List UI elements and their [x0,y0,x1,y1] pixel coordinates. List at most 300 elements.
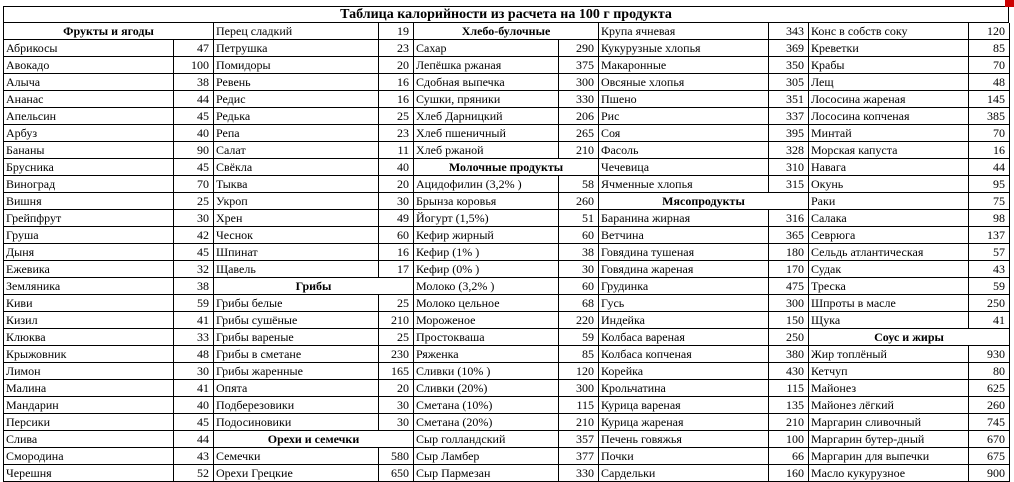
calorie-value: 16 [969,142,1010,158]
product-name: Крольчатина [599,380,769,396]
calorie-value: 305 [769,74,809,90]
product-name: Сдобная выпечка [414,74,559,90]
category-header [414,159,599,176]
calorie-value: 16 [379,74,414,90]
table-row [809,431,1010,448]
table-column [413,23,599,482]
table-row [599,91,809,108]
calorie-value: 51 [559,210,599,226]
product-name: Колбаса вареная [599,329,769,345]
product-name: Сыр Ламбер [414,448,559,464]
table-row [599,295,809,312]
table-row [414,363,599,380]
product-name: Сыр голландский [414,431,559,447]
product-name: Репа [214,125,379,141]
table-row [414,193,599,210]
product-name: Салака [809,210,969,226]
product-name: Чечевица [599,159,769,175]
table-row [809,108,1010,125]
product-name: Салат [214,142,379,158]
product-name: Севрюга [809,227,969,243]
category-header-label: Мясопродукты [662,194,745,208]
product-name: Укроп [214,193,379,209]
table-row [599,210,809,227]
calorie-value: 38 [174,278,214,294]
table-row [599,414,809,431]
calorie-value: 16 [379,244,414,260]
calorie-value: 60 [559,227,599,243]
product-name: Навага [809,159,969,175]
calorie-value: 210 [559,414,599,430]
calorie-value: 70 [969,125,1010,141]
table-row [599,278,809,295]
table-row [214,329,414,346]
table-row [4,431,214,448]
calorie-value: 95 [969,176,1010,192]
calorie-value: 100 [769,431,809,447]
table-row [599,261,809,278]
product-name: Курица вареная [599,397,769,413]
table-title: Таблица калорийности из расчета на 100 г продукта [3,6,1009,23]
product-name: Хрен [214,210,379,226]
table-row [214,261,414,278]
calorie-value: 30 [379,414,414,430]
product-name: Хлеб ржаной [414,142,559,158]
table-row [414,448,599,465]
product-name: Шпинат [214,244,379,260]
product-name: Бананы [4,142,174,158]
product-name: Сельдь атлантическая [809,244,969,260]
product-name: Мороженое [414,312,559,328]
table-row [599,23,809,40]
product-name: Кизил [4,312,174,328]
product-name: Редька [214,108,379,124]
calorie-value: 68 [559,295,599,311]
product-name: Мандарин [4,397,174,413]
table-column [598,23,809,482]
product-name: Подосиновики [214,414,379,430]
table-row [414,142,599,159]
table-row [809,176,1010,193]
product-name: Тыква [214,176,379,192]
table-row [414,329,599,346]
product-name: Подберезовики [214,397,379,413]
calorie-value: 85 [559,346,599,362]
calorie-value: 351 [769,91,809,107]
table-row [599,57,809,74]
product-name: Маргарин для выпечки [809,448,969,464]
table-row [809,261,1010,278]
table-row [599,448,809,465]
calorie-value: 98 [969,210,1010,226]
table-row [414,295,599,312]
product-name: Вишня [4,193,174,209]
product-name: Щука [809,312,969,328]
product-name: Грибы сушёные [214,312,379,328]
product-name: Свёкла [214,159,379,175]
table-row [599,380,809,397]
calorie-value: 25 [174,193,214,209]
table-row [809,227,1010,244]
calorie-value: 42 [174,227,214,243]
product-name: Чеснок [214,227,379,243]
table-row [599,363,809,380]
table-column [3,23,214,482]
product-name: Индейка [599,312,769,328]
table-row [809,125,1010,142]
calorie-value: 19 [379,23,414,39]
table-row [214,125,414,142]
calorie-value: 11 [379,142,414,158]
calorie-value: 44 [969,159,1010,175]
calorie-value: 45 [174,244,214,260]
product-name: Рис [599,108,769,124]
product-name: Малина [4,380,174,396]
product-name: Брынза коровья [414,193,559,209]
product-name: Семечки [214,448,379,464]
table-row [809,74,1010,91]
product-name: Слива [4,431,174,447]
calorie-value: 32 [174,261,214,277]
calorie-value: 625 [969,380,1010,396]
product-name: Треска [809,278,969,294]
table-row [414,278,599,295]
calorie-value: 250 [969,295,1010,311]
calorie-value: 120 [559,363,599,379]
calorie-value: 30 [379,193,414,209]
table-row [414,431,599,448]
table-row [809,380,1010,397]
table-row [214,295,414,312]
table-row [214,193,414,210]
table-row [214,142,414,159]
calorie-value: 369 [769,40,809,56]
product-name: Виноград [4,176,174,192]
table-row [214,210,414,227]
table-row [214,346,414,363]
calorie-value: 70 [174,176,214,192]
product-name: Земляника [4,278,174,294]
calorie-value: 300 [559,380,599,396]
calorie-value: 670 [969,431,1010,447]
calorie-value: 49 [379,210,414,226]
table-row [414,57,599,74]
calorie-value: 650 [379,465,414,481]
calorie-value: 40 [379,159,414,175]
table-row [214,312,414,329]
product-name: Кефир (1% ) [414,244,559,260]
table-row [214,74,414,91]
calorie-value: 180 [769,244,809,260]
table-row [809,210,1010,227]
product-name: Кефир жирный [414,227,559,243]
category-header [214,278,414,295]
calorie-value: 150 [769,312,809,328]
table-row [4,74,214,91]
table-row [4,380,214,397]
table-row [214,244,414,261]
table-row [4,329,214,346]
calorie-value: 310 [769,159,809,175]
category-header [809,329,1010,346]
table-row [4,346,214,363]
calorie-value: 377 [559,448,599,464]
category-header [599,193,809,210]
product-name: Сметана (10%) [414,397,559,413]
calorie-value: 59 [174,295,214,311]
calorie-value: 328 [769,142,809,158]
table-row [214,23,414,40]
product-name: Креветки [809,40,969,56]
table-row [809,363,1010,380]
product-name: Грибы вареные [214,329,379,345]
product-name: Киви [4,295,174,311]
product-name: Ветчина [599,227,769,243]
table-row [214,465,414,482]
calorie-value: 45 [174,414,214,430]
product-name: Майонез [809,380,969,396]
product-name: Ряженка [414,346,559,362]
product-name: Сливки (10% ) [414,363,559,379]
table-row [809,193,1010,210]
calorie-value: 41 [969,312,1010,328]
product-name: Грудинка [599,278,769,294]
calorie-value: 30 [379,397,414,413]
table-row [809,142,1010,159]
table-row [4,125,214,142]
calorie-value: 60 [559,278,599,294]
table-row [4,57,214,74]
calorie-value: 40 [174,397,214,413]
calorie-value: 380 [769,346,809,362]
calorie-value: 58 [559,176,599,192]
table-row [599,142,809,159]
table-row [809,40,1010,57]
calorie-value: 580 [379,448,414,464]
calorie-value: 59 [969,278,1010,294]
table-row [4,278,214,295]
table-row [809,397,1010,414]
product-name: Макаронные [599,57,769,73]
category-header [414,23,599,40]
table-row [4,40,214,57]
table-row [4,108,214,125]
table-row [4,91,214,108]
product-name: Кефир (0% ) [414,261,559,277]
product-name: Молоко цельное [414,295,559,311]
table-row [809,414,1010,431]
product-name: Сыр Пармезан [414,465,559,481]
table-row [599,227,809,244]
calorie-value: 41 [174,312,214,328]
table-row [414,125,599,142]
calorie-value: 59 [559,329,599,345]
calorie-value: 80 [969,363,1010,379]
table-row [214,448,414,465]
table-row [4,465,214,482]
table-row [4,142,214,159]
product-name: Пшено [599,91,769,107]
product-name: Грейпфрут [4,210,174,226]
table-row [414,465,599,482]
table-row [414,227,599,244]
category-header-label: Фрукты и ягоды [63,24,154,38]
calorie-value: 350 [769,57,809,73]
table-row [809,23,1010,40]
table-row [599,244,809,261]
table-row [4,397,214,414]
calorie-value: 38 [174,74,214,90]
product-name: Черешня [4,465,174,481]
category-header-label: Молочные продукты [448,160,564,174]
cell-marker [1005,0,1014,7]
product-name: Сливки (20%) [414,380,559,396]
calorie-value: 160 [769,465,809,481]
category-header-label: Орехи и семечки [267,432,360,446]
table-row [599,431,809,448]
table-row [4,295,214,312]
category-header [4,23,214,40]
product-name: Хлеб Дарницкий [414,108,559,124]
calorie-value: 57 [969,244,1010,260]
calorie-value: 315 [769,176,809,192]
product-name: Опята [214,380,379,396]
table-row [414,74,599,91]
product-name: Лимон [4,363,174,379]
product-name: Колбаса копченая [599,346,769,362]
table-row [214,57,414,74]
table-row [214,414,414,431]
table-row [599,312,809,329]
calorie-value: 357 [559,431,599,447]
calorie-value: 48 [969,74,1010,90]
table-row [599,159,809,176]
table-row [809,57,1010,74]
calorie-value: 385 [969,108,1010,124]
calorie-value: 90 [174,142,214,158]
table-row [214,176,414,193]
product-name: Сахар [414,40,559,56]
calorie-value: 137 [969,227,1010,243]
table-row [214,40,414,57]
product-name: Йогурт (1,5%) [414,210,559,226]
calorie-value: 48 [174,346,214,362]
product-name: Шпроты в масле [809,295,969,311]
calorie-value: 365 [769,227,809,243]
product-name: Хлеб пшеничный [414,125,559,141]
table-row [809,278,1010,295]
table-row [599,329,809,346]
product-name: Баранина жирная [599,210,769,226]
product-name: Печень говяжья [599,431,769,447]
calorie-value: 45 [174,108,214,124]
calorie-value: 135 [769,397,809,413]
product-name: Курица жареная [599,414,769,430]
product-name: Соя [599,125,769,141]
calorie-value: 395 [769,125,809,141]
calorie-value: 120 [969,23,1010,39]
table-row [599,74,809,91]
calorie-value: 430 [769,363,809,379]
table-column [213,23,414,482]
product-name: Фасоль [599,142,769,158]
product-name: Помидоры [214,57,379,73]
product-name: Молоко (3,2% ) [414,278,559,294]
table-row [4,193,214,210]
product-name: Грибы в сметане [214,346,379,362]
calorie-value: 25 [379,108,414,124]
calorie-value: 75 [969,193,1010,209]
calorie-value: 165 [379,363,414,379]
table-row [214,380,414,397]
calorie-value: 145 [969,91,1010,107]
calorie-value: 43 [969,261,1010,277]
table-row [214,91,414,108]
table-row [414,91,599,108]
product-name: Крупа ячневая [599,23,769,39]
table-row [599,125,809,142]
product-name: Клюква [4,329,174,345]
table-row [809,244,1010,261]
table-row [414,176,599,193]
product-name: Конс в собств соку [809,23,969,39]
product-name: Минтай [809,125,969,141]
calorie-value: 23 [379,125,414,141]
category-header [214,431,414,448]
calorie-value: 41 [174,380,214,396]
table-row [414,261,599,278]
product-name: Окунь [809,176,969,192]
calorie-value: 30 [174,363,214,379]
product-name: Гусь [599,295,769,311]
table-row [809,295,1010,312]
product-name: Редис [214,91,379,107]
product-name: Почки [599,448,769,464]
calorie-value: 23 [379,40,414,56]
product-name: Масло кукурузное [809,465,969,481]
calorie-value: 210 [559,142,599,158]
table-row [809,448,1010,465]
calorie-value: 375 [559,57,599,73]
table-row [809,465,1010,482]
calorie-value: 745 [969,414,1010,430]
calorie-value: 20 [379,57,414,73]
category-header-label: Грибы [295,279,332,293]
table-row [599,397,809,414]
product-name: Маргарин сливочный [809,414,969,430]
calorie-value: 44 [174,91,214,107]
calorie-value: 66 [769,448,809,464]
table-row [599,465,809,482]
table-row [4,176,214,193]
product-name: Авокадо [4,57,174,73]
calorie-value: 220 [559,312,599,328]
table-row [809,159,1010,176]
table-row [809,91,1010,108]
calorie-value: 47 [174,40,214,56]
product-name: Говядина жареная [599,261,769,277]
table-row [4,312,214,329]
calorie-value: 206 [559,108,599,124]
category-header-label: Соус и жиры [874,330,944,344]
table-row [599,40,809,57]
product-name: Крабы [809,57,969,73]
product-name: Абрикосы [4,40,174,56]
calorie-value: 44 [174,431,214,447]
product-name: Ежевика [4,261,174,277]
table-row [414,108,599,125]
calorie-value: 20 [379,380,414,396]
